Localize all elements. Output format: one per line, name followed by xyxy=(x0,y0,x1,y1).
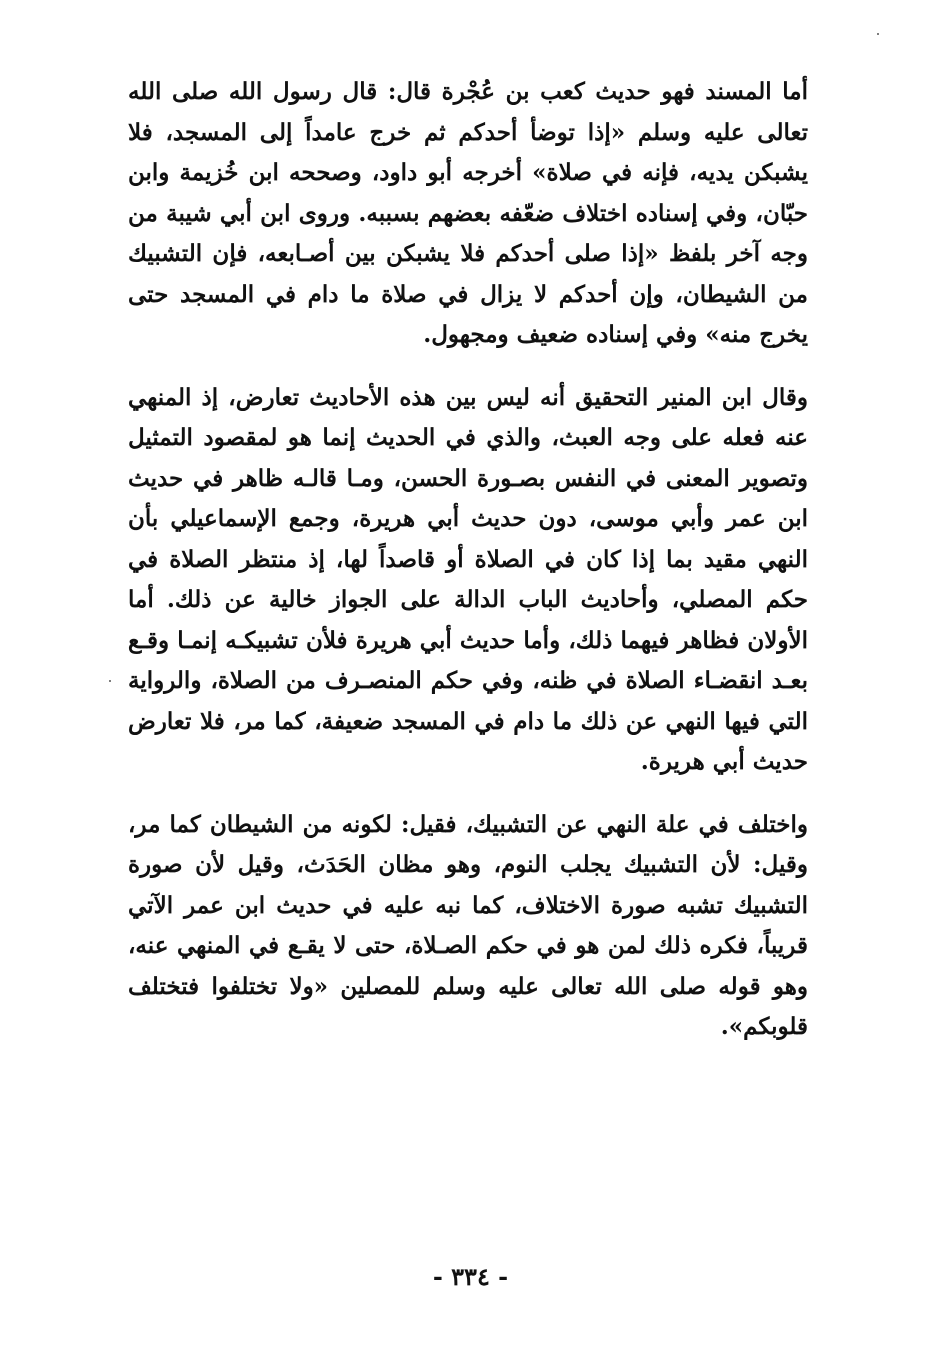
body-text xyxy=(128,72,808,1048)
scan-speck xyxy=(877,33,879,35)
page-number: - ٣٣٤ - xyxy=(432,1262,509,1291)
paragraph-1: أما المسند فهو حديث كعب بن عُجْرة قال: قال رسول الله صلى الله تعالى عليه وسلم «إذا توضأ أحدكم ثم خرج عامداً إلى المسجد، فلا يشبكن يديه، فإنه في صلاة» أخرجه أبو داود، وصححه ابن خُزيمة وابن حبّان، وفي إسناده اختلاف ضعّفه بعضهم بسببه. وروى ابن أبي شيبة من وجه آخر بلفظ «إذا صلى أحدكم فلا يشبكن بين أصـابعه، فإن التشبيك من الشيطان، وإن أحدكم لا يزال في صلاة ما دام في المسجد حتى يخرج منه» وفي إسناده ضعيف ومجهول. xyxy=(128,78,808,348)
scan-speck xyxy=(109,680,111,682)
paragraph-3: واختلف في علة النهي عن التشبيك، فقيل: لكونه من الشيطان كما مر، وقيل: لأن التشبيك يجلب النوم، وهو مظان الحَدَث، وقيل لأن صورة التشبيك تشبه صورة الاختلاف، كما نبه عليه في حديث ابن عمر الآتي قريباً، فكره ذلك لمن هو في حكم الصـلاة، حتى لا يقـع في المنهي عنه، وهو قوله صلى الله تعالى عليه وسلم للمصلين «ولا تختلفوا فتختلف قلوبكم». xyxy=(128,810,808,1040)
paragraph-2: وقال ابن المنير التحقيق أنه ليس بين هذه الأحاديث تعارض، إذ المنهي عنه فعله على وجه العبث، والذي في الحديث إنما هو لمقصود التمثيل وتصوير المعنى في النفس بصـورة الحسن، ومـا قالـه ظاهر في حديث ابن عمر وأبي موسى، دون حديث أبي هريرة، وجمع الإسماعيلي بأن النهي مقيد بما إذا كان في الصلاة أو قاصداً لها، إذ منتظر الصلاة في حكم المصلي، وأحاديث الباب الدالة على الجواز خالية عن ذلك. أما الأولان فظاهر فيهما ذلك، وأما حديث أبي هريرة فلأن تشبيكـه إنمـا وقـع بعـد انقضـاء الصلاة في ظنه، وفي حكم المنصـرف من الصلاة، والرواية التي فيها النهي عن ذلك ما دام في المسجد ضعيفة، كما مر، فلا تعارض حديث أبي هريرة. xyxy=(128,383,808,775)
